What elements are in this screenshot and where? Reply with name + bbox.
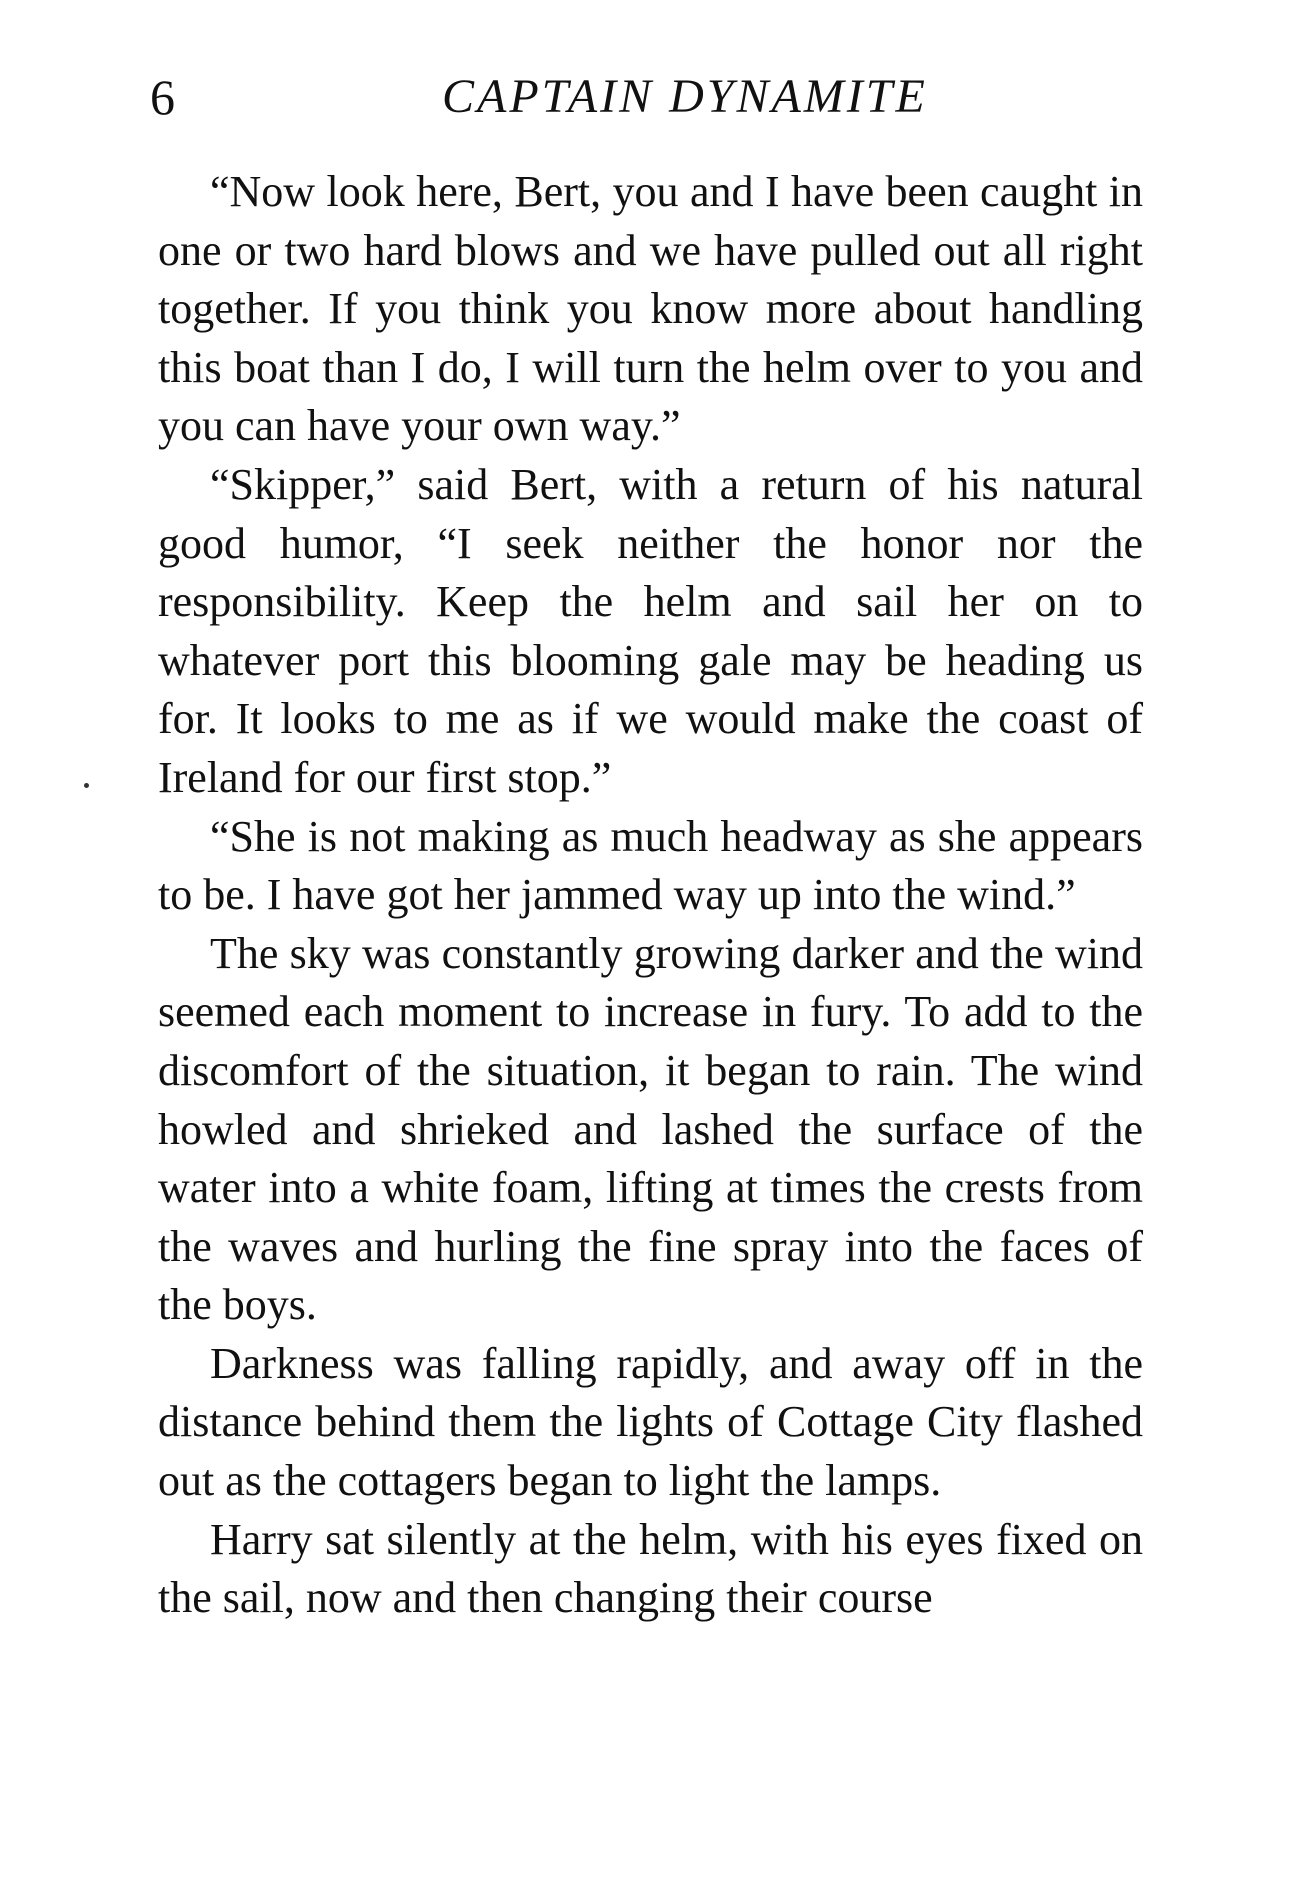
paragraph-3: “She is not making as much headway as she appears to be. I have got her jammed way up into the wind.” [158,811,1143,920]
paragraph-5: Darkness was falling rapidly, and away off in the distance behind them the lights of Cottage City flashed out as the cottagers began to light the lamps. [158,1338,1143,1506]
page-number: 6 [150,69,175,125]
body-text [158,163,1143,1628]
paragraph-6: Harry sat silently at the helm, with his eyes fixed on the sail, now and then changing their course [158,1514,1143,1623]
running-title: CAPTAIN DYNAMITE [442,70,928,123]
print-speck [84,783,89,788]
paragraph-4: The sky was constantly growing darker and the wind seemed each moment to increase in fury. To add to the discomfort of the situation, it began to rain. The wind howled and shrieked and lashed the surface of the water into a white foam, lifting at times the crests from the waves and hurling the fine spray into the faces of the boys. [158,928,1143,1330]
paragraph-2: “Skipper,” said Bert, with a return of his natural good humor, “I seek neither the honor nor the responsibility. Keep the helm and sail her on to whatever port this blooming gale may be heading us for. It looks to me as if we would make the coast of Ireland for our first stop.” [158,459,1143,802]
paragraph-1: “Now look here, Bert, you and I have been caught in one or two hard blows and we have pulled out all right together. If you think you know more about handling this boat than I do, I will turn the helm over to you and you can have your own way.” [158,167,1143,451]
page-header [150,62,1150,132]
